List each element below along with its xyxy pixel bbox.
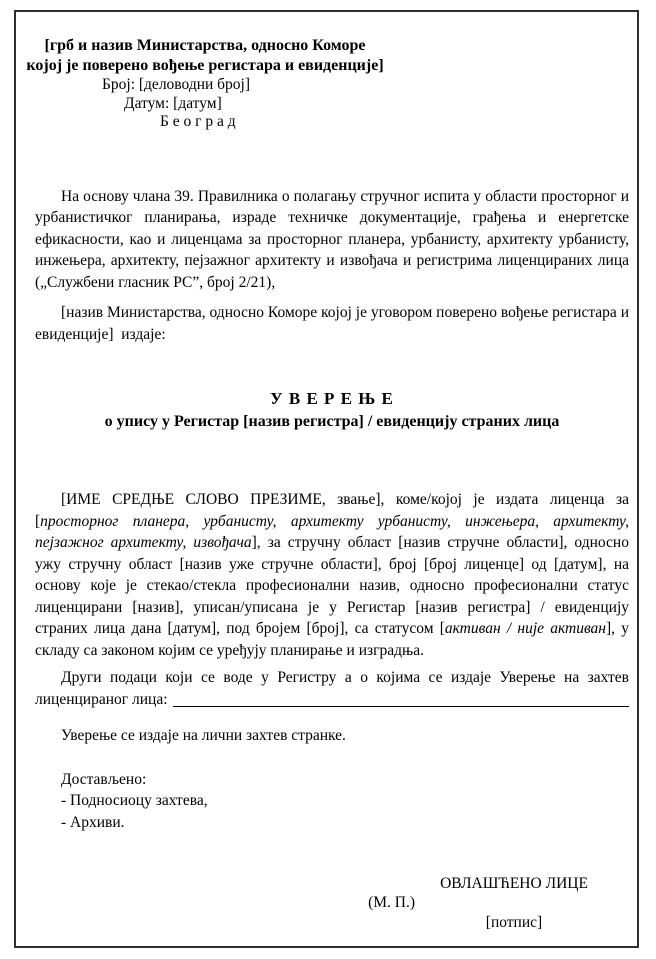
signature-section bbox=[35, 873, 629, 933]
other-data-paragraph-line1: Други подаци који се воде у Регистру а о којима се издаје Уверење на захтев bbox=[61, 669, 629, 686]
document-number-line: Број: [деловодни број] bbox=[102, 76, 251, 93]
license-types-italic-segment: просторног планера, урбанисту, архитекту урбанисту, инжењера, архитекту, пејзажног архитекту, извођача bbox=[35, 512, 629, 551]
stamp-placeholder: (М. П.) bbox=[368, 894, 415, 912]
certificate-body-paragraph bbox=[35, 489, 629, 661]
issuer-statement-paragraph: [назив Министарства, односно Коморе којој је уговором поверено вођење регистара и евиденције] издаје: bbox=[35, 304, 629, 343]
delivery-section bbox=[35, 769, 629, 834]
document-title: У В Е Р Е Њ Е bbox=[270, 389, 394, 408]
issuer-org-line2: којој је поверено вођење регистара и евиденције] bbox=[26, 57, 384, 74]
other-data-label: лиценцираног лица: bbox=[35, 690, 168, 708]
document-subtitle: о упису у Регистар [назив регистра] / евиденцију страних лица bbox=[104, 413, 560, 430]
legal-basis-paragraph: На основу члана 39. Правилника о полагању стручног испита у области просторног и урбанистичког планирања, израде техничке документације, грађења и енергетске ефикасности, као и лиценцама за просторног планера, урбанисту, архитекту урбанисту, инжењера, архитекту, пејзажног архитекту и извођача и регистрима лиценцираних лица („Службени гласник РС”, број 2/21), bbox=[35, 187, 629, 291]
delivery-heading: Достављено: bbox=[61, 770, 147, 788]
delivery-item-applicant: - Подносиоцу захтева, bbox=[61, 792, 208, 809]
certificate-page bbox=[14, 10, 639, 948]
issuer-org-line1: [грб и назив Министарства, односно Коморе bbox=[44, 37, 366, 54]
authorized-person-label: ОВЛАШЋЕНО ЛИЦЕ bbox=[440, 875, 588, 892]
body-text-segment-3: ], у складу са законом којим се уређују планирање и изградња. bbox=[35, 620, 629, 659]
authorized-person-block bbox=[419, 873, 609, 933]
body-text-segment-2: ], за стручну област [назив стручне области], односно ужу стручну област [назив уже стручне области], број [број лиценце] од [датум], на основу које је стекао/стекла професионални назив, односно професионални статус лиценцирани [назив], уписан/уписана је у Регистар [назив регистра] / евиденцију страних лица дана [датум], под бројем [број], са статусом [ bbox=[35, 534, 629, 637]
blank-fill-underline bbox=[173, 705, 629, 707]
status-options-italic-segment: активан / није активан bbox=[444, 620, 607, 637]
other-data-paragraph-line2 bbox=[35, 689, 629, 711]
issue-note-paragraph: Уверење се издаје на лични захтев странке. bbox=[61, 727, 346, 744]
document-city-line: Б е о г р а д bbox=[160, 113, 236, 130]
delivery-item-archive: - Архиви. bbox=[61, 813, 125, 831]
document-header bbox=[26, 36, 629, 132]
signature-placeholder: [потпис] bbox=[485, 913, 543, 931]
body-text-segment-1: [ИМЕ СРЕДЊЕ СЛОВО ПРЕЗИМЕ, звање], коме/којој је издата лиценца за [ bbox=[35, 491, 629, 530]
document-date-line: Датум: [датум] bbox=[124, 94, 222, 112]
